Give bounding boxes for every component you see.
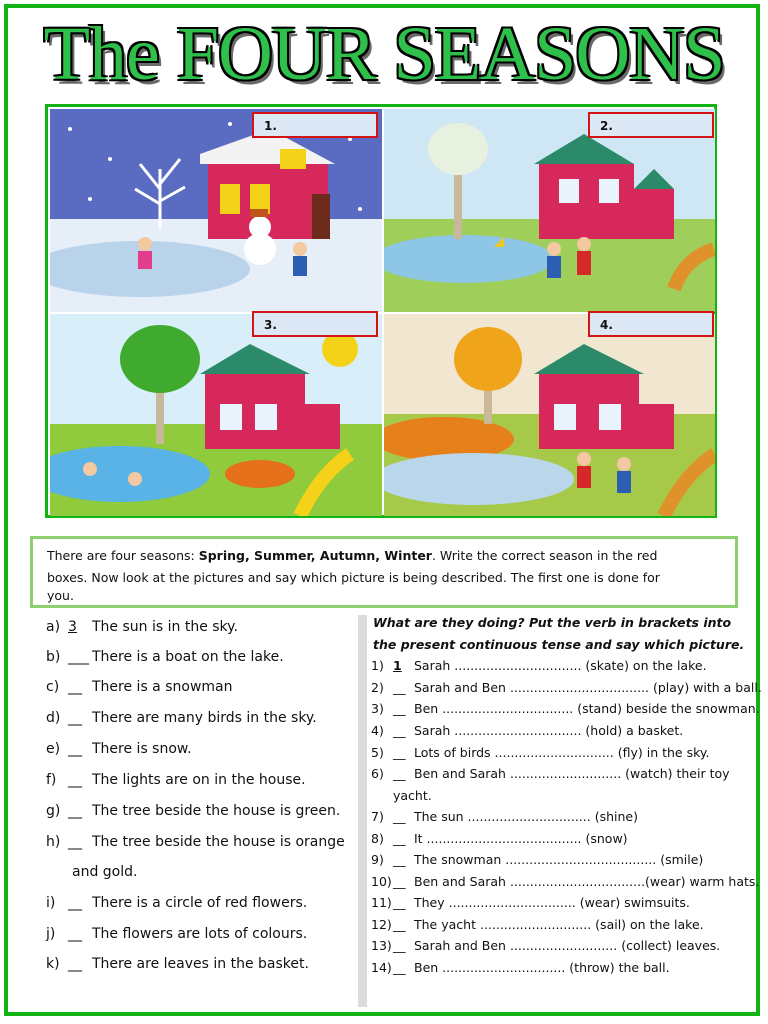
picture-summer — [50, 314, 382, 516]
verb-exercise-item: 13)__ Sarah and Ben ........................... (collect) leaves. — [371, 938, 721, 953]
answer-blank[interactable]: __ — [393, 701, 406, 716]
answer-box-4[interactable]: 4. — [588, 311, 714, 337]
verb-exercise-item: 6) __ Ben and Sarah ............................ (watch) their toy — [371, 766, 730, 781]
column-divider — [358, 615, 367, 1007]
answer-blank[interactable]: __ — [393, 895, 406, 910]
verb-exercise-item: 9) __ The snowman ...................................... (smile) — [371, 852, 704, 867]
picture-winter — [50, 109, 382, 312]
answer-blank[interactable]: 1 — [393, 658, 402, 673]
picture-autumn — [384, 109, 715, 312]
instructions-line-2: boxes. Now look at the pictures and say which picture is being described. The first one is done for — [47, 570, 660, 585]
answer-blank[interactable]: __ — [393, 960, 406, 975]
verb-exercise-item: 2) __ Sarah and Ben ................................... (play) with a ball. — [371, 680, 762, 695]
season-pictures — [45, 104, 717, 518]
instructions-box — [30, 536, 738, 608]
description-item: f) __ The lights are on in the house. — [46, 772, 306, 788]
answer-blank[interactable]: __ — [393, 809, 406, 824]
verb-exercise-item: 8) __ It ....................................... (snow) — [371, 831, 628, 846]
description-item: d) __ There are many birds in the sky. — [46, 710, 317, 726]
description-item: and gold. — [72, 864, 138, 880]
description-item: h) __ The tree beside the house is orange — [46, 834, 345, 850]
description-item: i) __ There is a circle of red flowers. — [46, 895, 308, 911]
answer-blank[interactable]: __ — [393, 831, 406, 846]
verb-exercise-item: 12)__ The yacht ............................ (sail) on the lake. — [371, 917, 704, 932]
verb-exercise-item: 4) __ Sarah ................................ (hold) a basket. — [371, 723, 684, 738]
verb-exercise-item: 7) __ The sun ............................... (shine) — [371, 809, 638, 824]
verb-exercise-item: 14)__ Ben ............................... (throw) the ball. — [371, 960, 670, 975]
verb-exercise-item: 1) 1 Sarah ................................ (skate) on the lake. — [371, 658, 707, 673]
answer-blank[interactable]: __ — [68, 710, 82, 726]
answer-box-2[interactable]: 2. — [588, 112, 714, 138]
page-title: The FOUR SEASONS — [43, 12, 725, 96]
answer-blank[interactable]: __ — [393, 874, 406, 889]
verb-exercise-heading: What are they doing? Put the verb in brackets into the present continuous tense and say which picture. — [373, 615, 745, 652]
answer-blank[interactable]: __ — [68, 741, 82, 757]
answer-blank[interactable]: __ — [68, 895, 82, 911]
answer-blank[interactable]: __ — [68, 956, 82, 972]
answer-blank[interactable]: __ — [393, 938, 406, 953]
answer-blank[interactable]: __ — [393, 680, 406, 695]
answer-blank[interactable]: __ — [68, 679, 82, 695]
description-item: g) __ The tree beside the house is green. — [46, 803, 341, 819]
answer-blank[interactable]: __ — [393, 745, 406, 760]
answer-blank[interactable]: __ — [68, 926, 82, 942]
picture-autumn-2 — [384, 314, 715, 516]
description-item: a) 3 The sun is in the sky. — [46, 619, 238, 635]
verb-exercise-item: 10)__ Ben and Sarah ..................................(wear) warm hats. — [371, 874, 760, 889]
description-item: c) __ There is a snowman — [46, 679, 233, 695]
season-names: Spring, Summer, Autumn, Winter — [198, 548, 432, 563]
description-item: k) __ There are leaves in the basket. — [46, 956, 309, 972]
instructions-line-3: you. — [47, 588, 74, 603]
answer-blank[interactable]: 3 — [68, 619, 77, 635]
instructions-line-1: There are four seasons: Spring, Summer, Autumn, Winter. Write the correct season in the red — [47, 548, 658, 563]
verb-exercise-item: 3) __ Ben ................................. (stand) beside the snowman. — [371, 701, 760, 716]
verb-exercise-item: yacht. — [393, 788, 432, 803]
answer-blank[interactable]: __ — [68, 772, 82, 788]
answer-blank[interactable]: ___ — [68, 649, 89, 665]
answer-blank[interactable]: __ — [68, 834, 82, 850]
answer-box-1[interactable]: 1. — [252, 112, 378, 138]
answer-blank[interactable]: __ — [393, 723, 406, 738]
description-item: j) __ The flowers are lots of colours. — [46, 926, 308, 942]
answer-blank[interactable]: __ — [393, 852, 406, 867]
description-item: b) ___ There is a boat on the lake. — [46, 649, 284, 665]
description-item: e) __ There is snow. — [46, 741, 192, 757]
answer-blank[interactable]: __ — [393, 766, 406, 781]
answer-box-3[interactable]: 3. — [252, 311, 378, 337]
answer-blank[interactable]: __ — [68, 803, 82, 819]
verb-exercise-item: 11)__ They ................................ (wear) swimsuits. — [371, 895, 690, 910]
answer-blank[interactable]: __ — [393, 917, 406, 932]
verb-exercise-item: 5) __ Lots of birds .............................. (fly) in the sky. — [371, 745, 710, 760]
